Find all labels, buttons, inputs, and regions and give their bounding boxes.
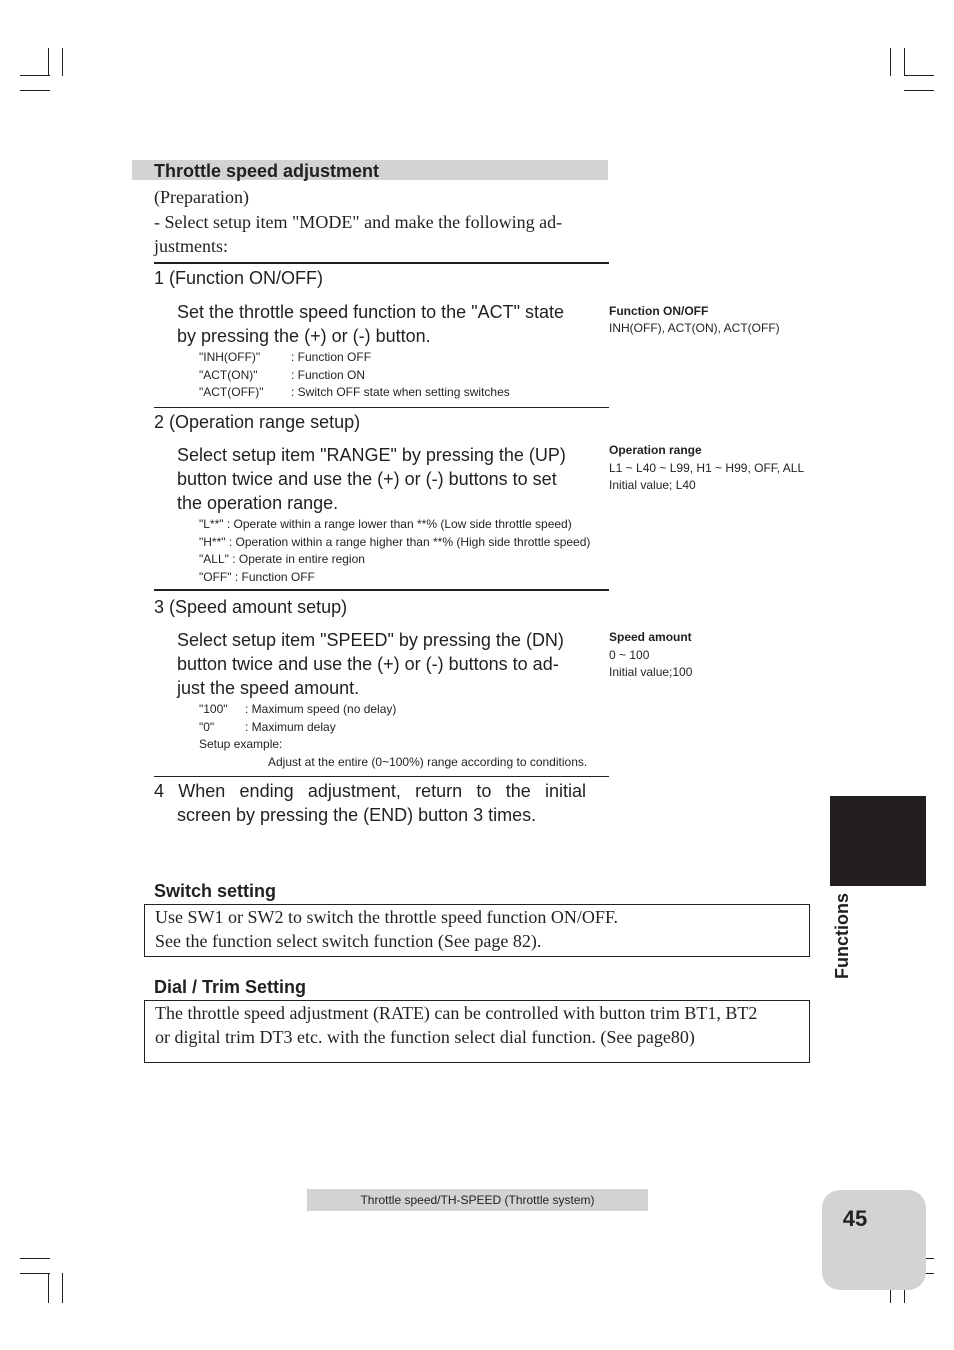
instruction-line: just the speed amount. [177,678,360,698]
crop-mark [20,1258,50,1259]
crop-mark [904,75,934,76]
step-3-heading: 3 (Speed amount setup) [154,597,348,617]
note-key: "ACT(OFF)" [199,385,264,399]
dial-trim-line: The throttle speed adjustment (RATE) can be controlled with button trim BT1, BT2 [155,1003,758,1023]
section-title: Throttle speed adjustment [154,161,380,181]
step-4-line: screen by pressing the (END) button 3 times. [177,805,537,825]
crop-mark [20,1273,50,1274]
note-key: "100" [199,702,228,716]
step-1-notes [0,349,610,403]
dial-trim-heading: Dial / Trim Setting [154,977,307,997]
note-value: : Maximum speed (no delay) [245,702,397,716]
step-2-heading: 2 (Operation range setup) [154,412,361,432]
instruction-line: button twice and use the (+) or (-) buttons to set [177,469,557,489]
crop-mark [62,48,63,76]
preparation-text [154,185,594,259]
function-onoff-values: INH(OFF), ACT(ON), ACT(OFF) [609,321,780,335]
crop-mark [20,90,50,91]
step-1-instruction [177,300,589,348]
note-line: "ALL" : Operate in entire region [199,552,365,566]
note-value: : Maximum delay [245,719,336,734]
divider [154,776,609,777]
instruction-line: button twice and use the (+) or (-) buttons to ad- [177,654,559,674]
function-onoff-title: Function ON/OFF [609,304,709,318]
operation-range-initial: Initial value; L40 [609,478,696,492]
setup-example-text: Adjust at the entire (0~100%) range according to conditions. [268,754,588,769]
step-4-line: 4 When ending adjustment, return to the initial [154,781,586,801]
switch-setting-heading: Switch setting [154,881,277,901]
note-line: "OFF" : Function OFF [199,569,315,584]
divider [154,589,609,591]
instruction-line: Select setup item "RANGE" by pressing the (UP) [177,445,566,465]
note-value: : Function OFF [291,350,372,364]
dial-trim-box [144,1000,810,1063]
instruction-line: by pressing the (+) or (-) button. [177,326,431,346]
speed-amount-initial: Initial value;100 [609,665,693,679]
note-key: "0" [199,719,215,734]
note-value: : Switch OFF state when setting switches [291,385,510,399]
step-1-heading: 1 (Function ON/OFF) [154,268,324,288]
step-2-instruction [177,443,589,515]
section-tab [830,796,926,886]
step-3-instruction [177,628,589,700]
switch-setting-line: See the function select switch function (See page 82). [155,931,542,951]
dial-trim-line: or digital trim DT3 etc. with the function select dial function. (See page80) [155,1027,695,1047]
step-2-notes [199,516,590,586]
note-key: "INH(OFF)" [199,350,261,364]
instruction-line: Select setup item "SPEED" by pressing the (DN) [177,630,564,650]
step-4 [154,779,586,827]
note-key: "ACT(ON)" [199,367,258,382]
setup-example-label: Setup example: [199,737,283,751]
crop-mark [904,90,934,91]
footer-caption: Throttle speed/TH-SPEED (Throttle system) [307,1189,648,1211]
crop-mark [48,1273,49,1303]
preparation-line: justments: [154,236,229,256]
note-value: : Function ON [291,367,366,382]
step-3-notes [0,701,610,773]
preparation-line: - Select setup item "MODE" and make the following ad- [154,211,563,232]
section-tab-label: Functions [832,893,852,979]
crop-mark [62,1273,63,1303]
page-number-tab [822,1190,926,1290]
speed-amount-values: 0 ~ 100 [609,647,650,662]
switch-setting-box [144,904,810,957]
switch-setting-line: Use SW1 or SW2 to switch the throttle speed function ON/OFF. [155,907,619,927]
crop-mark [890,48,891,76]
page-number: 45 [842,1206,868,1231]
crop-mark [48,48,49,76]
instruction-line: Set the throttle speed function to the "ACT" state [177,302,564,322]
preparation-label: (Preparation) [154,187,249,207]
speed-amount-title: Speed amount [609,630,692,644]
operation-range-values: L1 ~ L40 ~ L99, H1 ~ H99, OFF, ALL [609,460,805,475]
crop-mark [904,48,905,76]
operation-range-title: Operation range [609,443,702,457]
crop-mark [20,75,50,76]
instruction-line: the operation range. [177,493,339,513]
note-line: "L**" : Operate within a range lower than **% (Low side throttle speed) [199,517,572,531]
divider [154,262,609,264]
note-line: "H**" : Operation within a range higher than **% (High side throttle speed) [199,534,591,549]
divider [154,407,609,408]
